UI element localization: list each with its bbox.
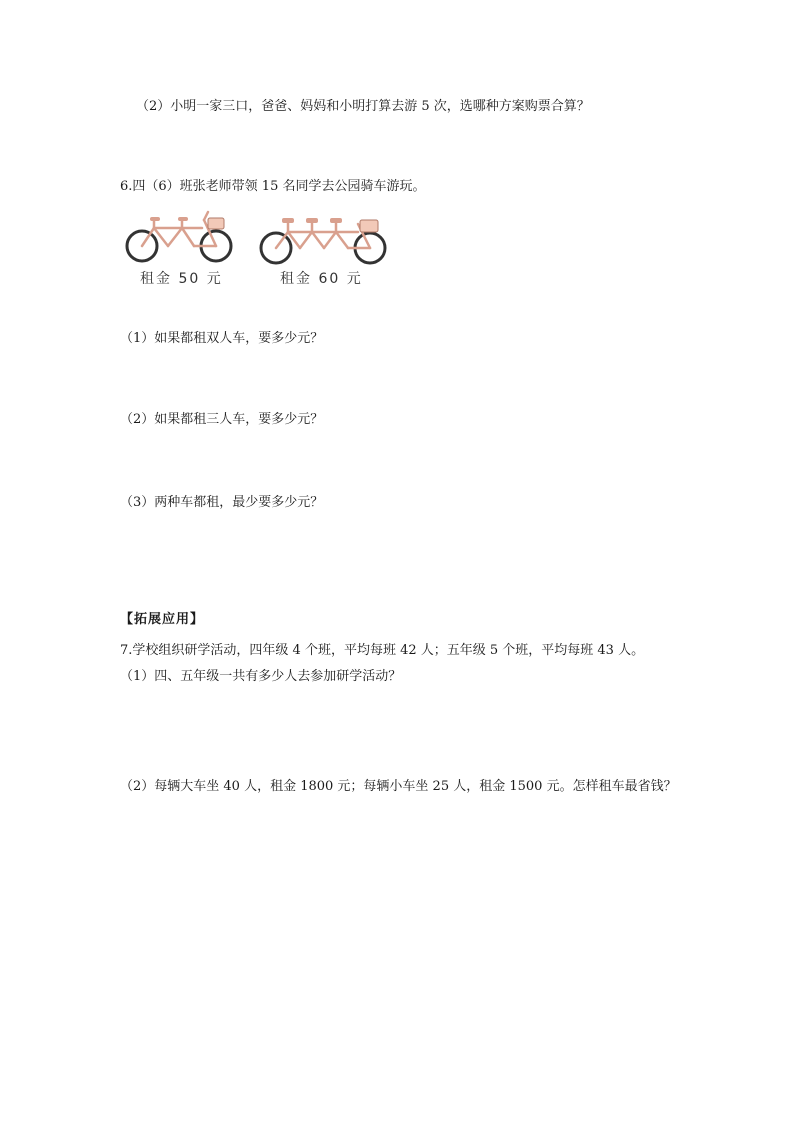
question-6-part-3: （3）两种车都租，最少要多少元？: [120, 495, 324, 510]
question-7-part-1: （1）四、五年级一共有多少人去参加研学活动？: [120, 669, 402, 684]
triple-bicycle-icon: [258, 212, 390, 266]
question-5-part-2: （2）小明一家三口，爸爸、妈妈和小明打算去游 5 次，选哪种方案购票合算？: [136, 99, 590, 114]
question-7-part-2: （2）每辆大车坐 40 人，租金 1800 元；每辆小车坐 25 人，租金 1500 元。怎样租车最省钱？: [120, 779, 677, 794]
tandem-bicycle-price: 租金 50 元: [140, 271, 223, 287]
section-title: 【拓展应用】: [120, 612, 205, 627]
question-6-title: 6.四（6）班张老师带领 15 名同学去公园骑车游玩。: [120, 179, 426, 194]
tandem-bicycle-icon: [124, 208, 236, 264]
question-6-part-2: （2）如果都租三人车，要多少元？: [120, 412, 324, 427]
question-6-part-1: （1）如果都租双人车，要多少元？: [120, 331, 324, 346]
question-7-title: 7.学校组织研学活动，四年级 4 个班，平均每班 42 人；五年级 5 个班，平均每班 43 人。: [120, 643, 645, 658]
triple-bicycle-price: 租金 60 元: [280, 271, 363, 287]
